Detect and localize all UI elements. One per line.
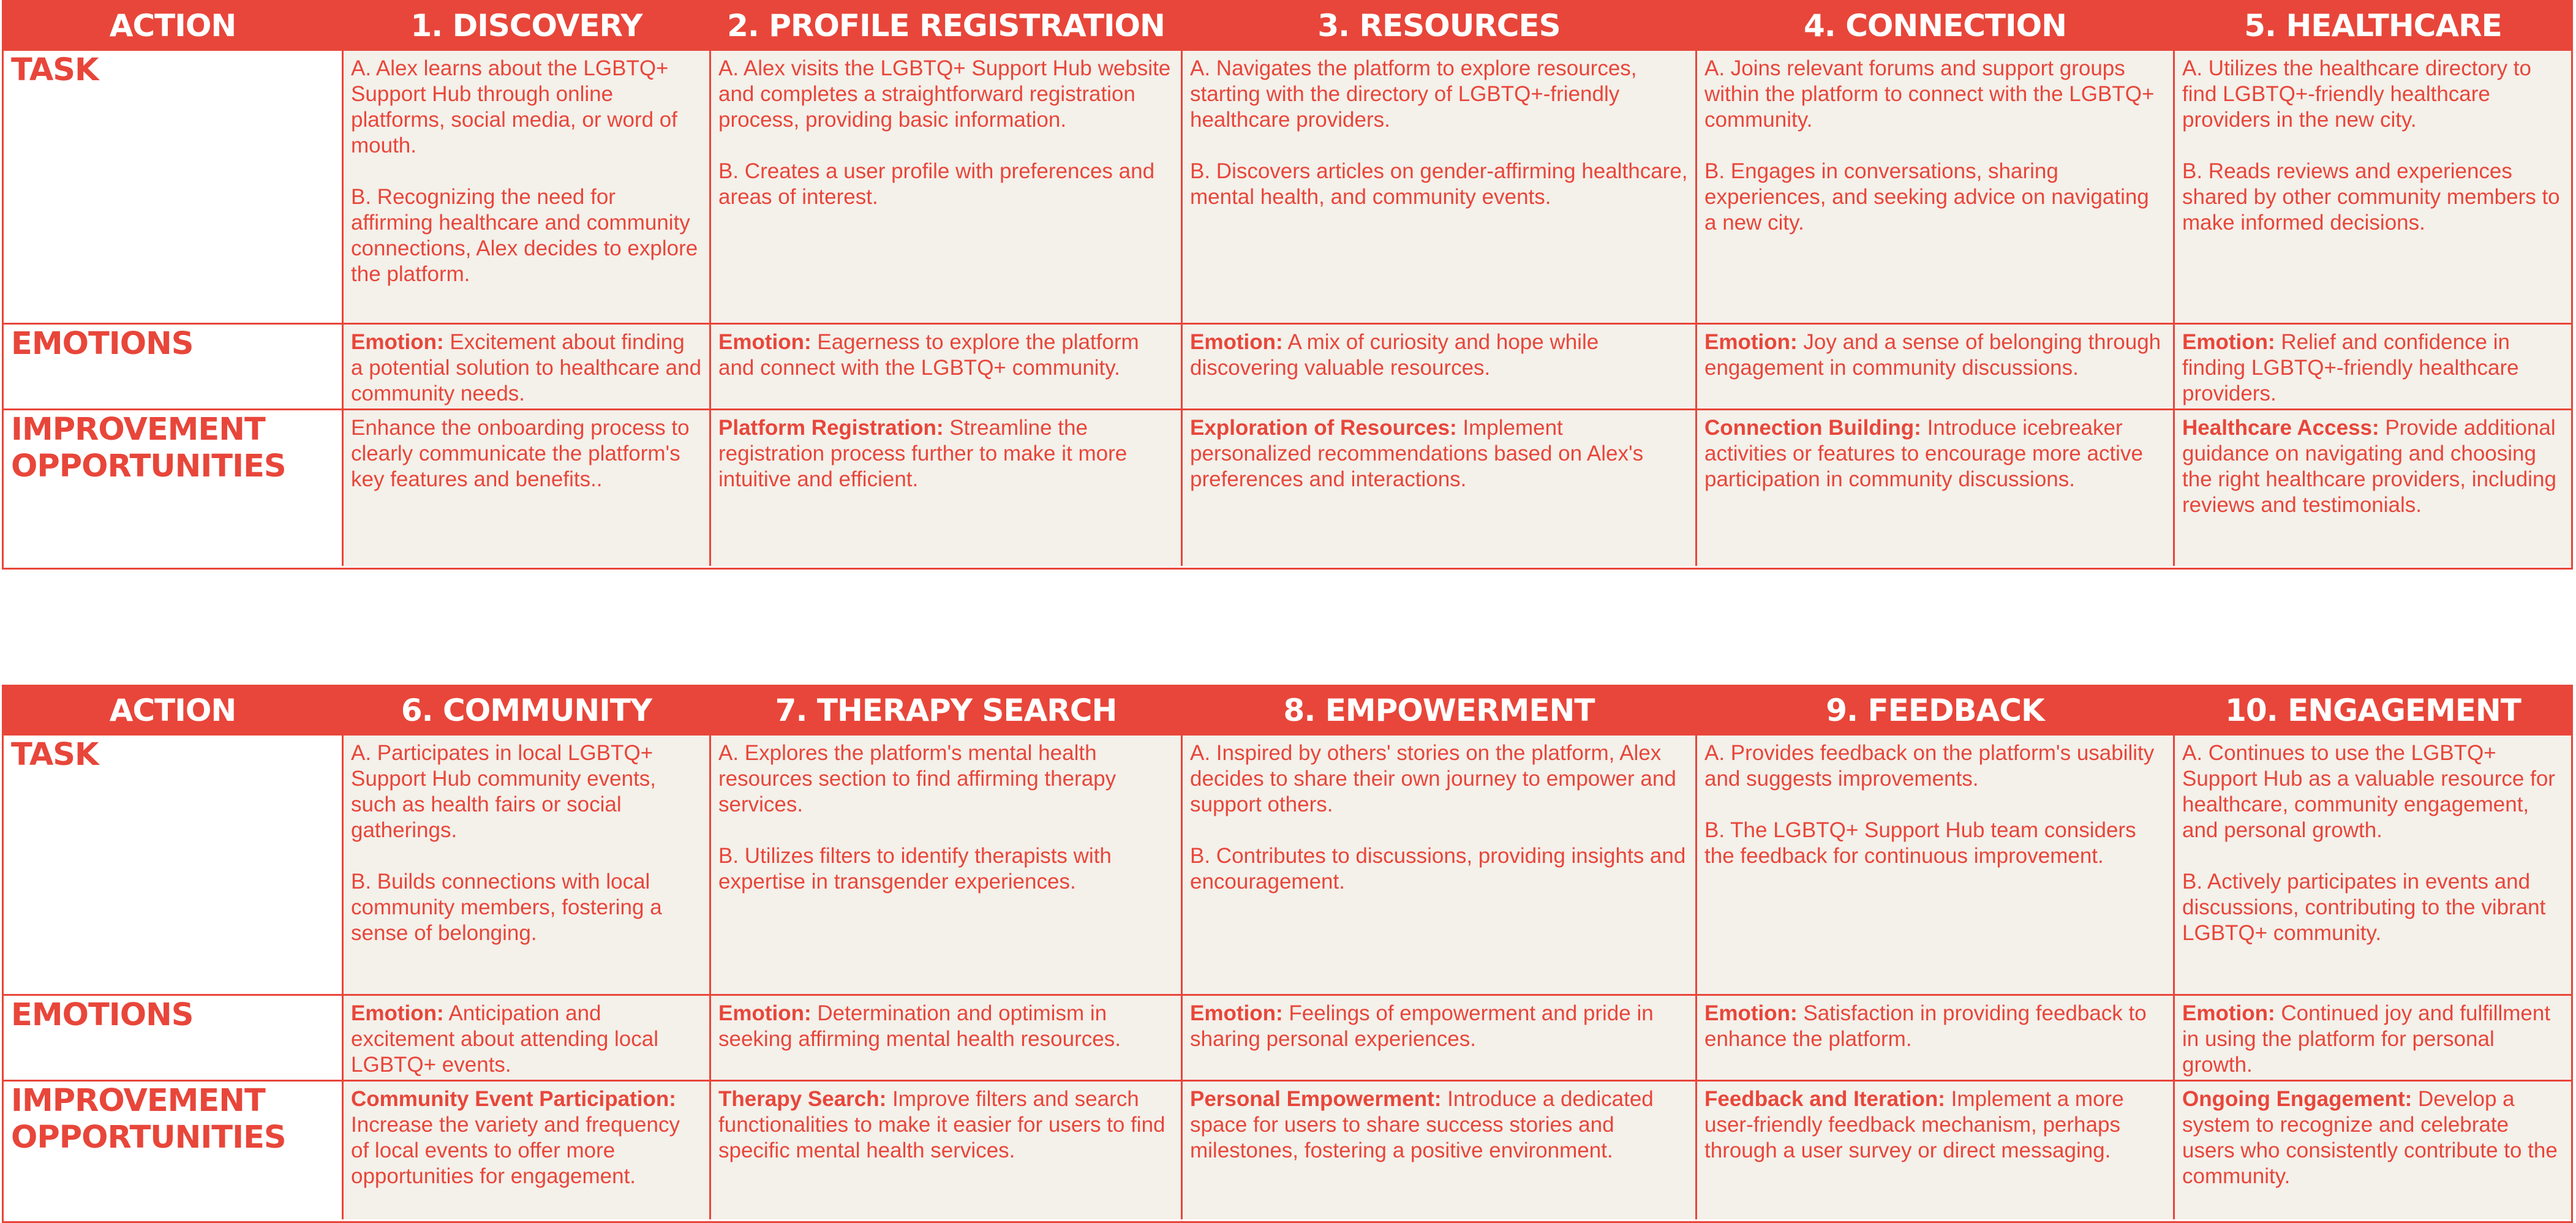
task-cell: A. Joins relevant forums and support groups within the platform to connect with the LGBTQ+ community. B. Engages in conversations, sharing experiences, and seeking advice on navigating a new city. [1695, 51, 2173, 323]
emotion-cell: Emotion: Eagerness to explore the platform and connect with the LGBTQ+ community. [709, 325, 1181, 408]
task-row [4, 734, 2571, 994]
stage-title: 8. EMPOWERMENT [1181, 687, 1695, 734]
emotion-cell: Emotion: Feelings of empowerment and pride in sharing personal experiences. [1181, 996, 1695, 1080]
improvement-cell: Feedback and Iteration: Implement a more user-friendly feedback mechanism, perhaps through a user survey or direct messaging. [1695, 1082, 2173, 1219]
journey-map-table-2 [2, 685, 2573, 1223]
stage-title: 3. RESOURCES [1181, 2, 1695, 49]
task-cell: A. Participates in local LGBTQ+ Support Hub community events, such as health fairs or social gatherings. B. Builds connections with local community members, fostering a sense of belonging. [342, 736, 709, 994]
improvement-cell: Therapy Search: Improve filters and search functionalities to make it easier for users to find specific mental health services. [709, 1082, 1181, 1219]
emotions-row [4, 994, 2571, 1080]
improvement-cell: Community Event Participation: Increase the variety and frequency of local events to offer more opportunities for engagement. [342, 1082, 709, 1219]
emotions-label: EMOTIONS [4, 325, 342, 408]
action-header: ACTION [109, 692, 236, 728]
task-label: TASK [4, 51, 342, 323]
task-cell: A. Alex learns about the LGBTQ+ Support Hub through online platforms, social media, or word of mouth. B. Recognizing the need for affirming healthcare and community connections, Alex decides to explore the platform. [342, 51, 709, 323]
task-cell: A. Utilizes the healthcare directory to find LGBTQ+-friendly healthcare providers in the new city. B. Reads reviews and experiences shared by other community members to make informed decisions. [2173, 51, 2571, 323]
stage-title: 10. ENGAGEMENT [2173, 687, 2571, 734]
improvement-cell: Healthcare Access: Provide additional guidance on navigating and choosing the right healthcare providers, including reviews and testimonials. [2173, 410, 2571, 566]
stage-title: 4. CONNECTION [1695, 2, 2173, 49]
improvement-label: IMPROVEMENT OPPORTUNITIES [4, 1082, 342, 1219]
stage-title: 2. PROFILE REGISTRATION [709, 2, 1181, 49]
improvement-row [4, 408, 2571, 566]
improvement-label: IMPROVEMENT OPPORTUNITIES [4, 410, 342, 566]
improvement-cell: Enhance the onboarding process to clearly communicate the platform's key features and benefits.. [342, 410, 709, 566]
task-cell: A. Explores the platform's mental health resources section to find affirming therapy services. B. Utilizes filters to identify therapists with expertise in transgender experiences. [709, 736, 1181, 994]
emotion-cell: Emotion: Relief and confidence in finding LGBTQ+-friendly healthcare providers. [2173, 325, 2571, 408]
task-cell: A. Alex visits the LGBTQ+ Support Hub website and completes a straightforward registration process, providing basic information. B. Creates a user profile with preferences and areas of interest. [709, 51, 1181, 323]
stage-title: 5. HEALTHCARE [2173, 2, 2571, 49]
emotion-cell: Emotion: Determination and optimism in seeking affirming mental health resources. [709, 996, 1181, 1080]
improvement-cell: Ongoing Engagement: Develop a system to recognize and celebrate users who consistently contribute to the community. [2173, 1082, 2571, 1219]
emotions-row [4, 323, 2571, 408]
stage-title: 7. THERAPY SEARCH [709, 687, 1181, 734]
emotions-label: EMOTIONS [4, 996, 342, 1080]
emotion-cell: Emotion: Excitement about finding a potential solution to healthcare and community needs. [342, 325, 709, 408]
stage-title: 9. FEEDBACK [1695, 687, 2173, 734]
emotion-cell: Emotion: Continued joy and fulfillment in using the platform for personal growth. [2173, 996, 2571, 1080]
task-cell: A. Continues to use the LGBTQ+ Support Hub as a valuable resource for healthcare, community engagement, and personal growth. B. Actively participates in events and discussions, contributing to the vibrant LGBTQ+ community. [2173, 736, 2571, 994]
emotion-cell: Emotion: Anticipation and excitement about attending local LGBTQ+ events. [342, 996, 709, 1080]
header-row [4, 687, 2571, 734]
improvement-cell: Exploration of Resources: Implement personalized recommendations based on Alex's preferences and interactions. [1181, 410, 1695, 566]
improvement-row [4, 1080, 2571, 1219]
task-cell: A. Inspired by others' stories on the platform, Alex decides to share their own journey to empower and support others. B. Contributes to discussions, providing insights and encouragement. [1181, 736, 1695, 994]
stage-title: 6. COMMUNITY [342, 687, 709, 734]
stage-title: 1. DISCOVERY [342, 2, 709, 49]
emotion-cell: Emotion: Satisfaction in providing feedback to enhance the platform. [1695, 996, 2173, 1080]
header-row [4, 2, 2571, 49]
task-cell: A. Navigates the platform to explore resources, starting with the directory of LGBTQ+-friendly healthcare providers. B. Discovers articles on gender-affirming healthcare, mental health, and community events. [1181, 51, 1695, 323]
action-header: ACTION [109, 7, 236, 43]
improvement-cell: Platform Registration: Streamline the registration process further to make it more intuitive and efficient. [709, 410, 1181, 566]
task-cell: A. Provides feedback on the platform's usability and suggests improvements. B. The LGBTQ+ Support Hub team considers the feedback for continuous improvement. [1695, 736, 2173, 994]
emotion-cell: Emotion: A mix of curiosity and hope while discovering valuable resources. [1181, 325, 1695, 408]
improvement-cell: Personal Empowerment: Introduce a dedicated space for users to share success stories and milestones, fostering a positive environment. [1181, 1082, 1695, 1219]
emotion-cell: Emotion: Joy and a sense of belonging through engagement in community discussions. [1695, 325, 2173, 408]
task-label: TASK [4, 736, 342, 994]
task-row [4, 49, 2571, 323]
journey-map-table-1 [2, 0, 2573, 570]
improvement-cell: Connection Building: Introduce icebreaker activities or features to encourage more active participation in community discussions. [1695, 410, 2173, 566]
